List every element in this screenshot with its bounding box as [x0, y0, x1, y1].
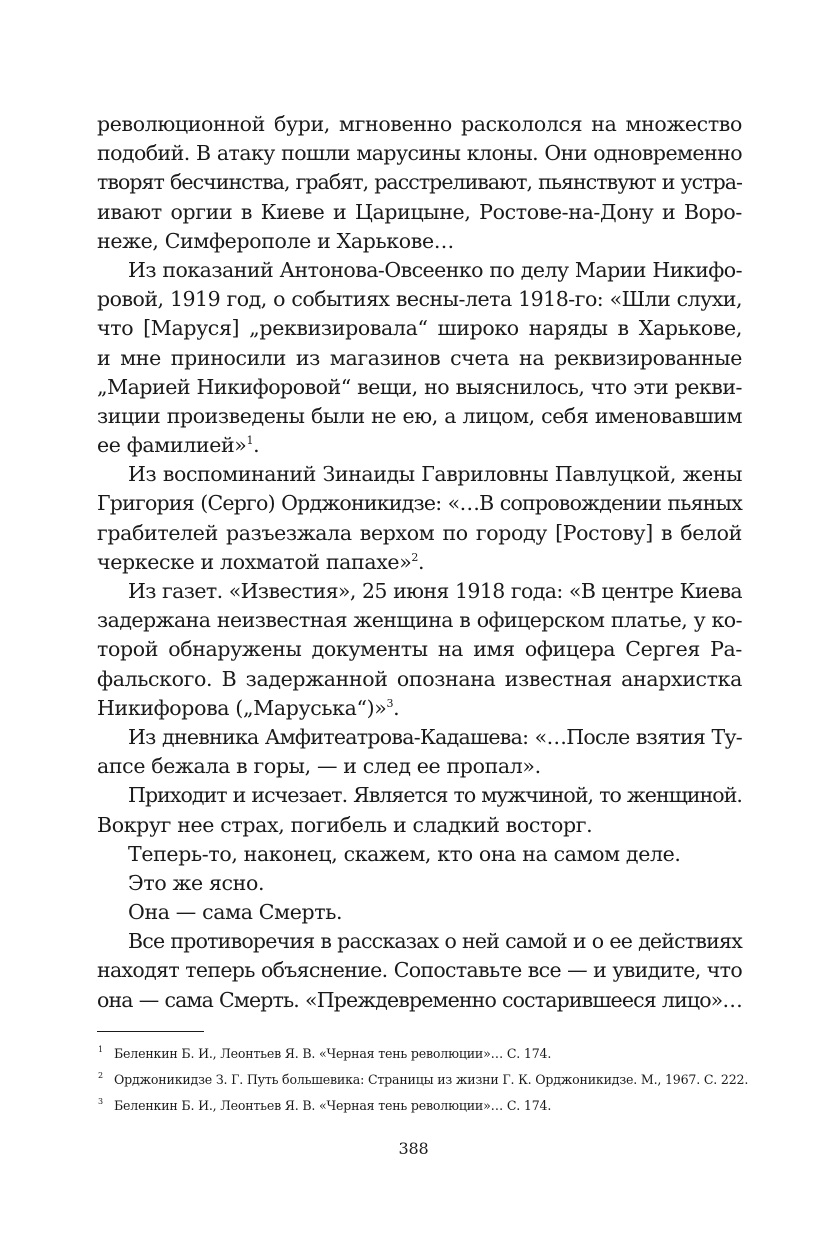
text-line-content: Григория (Серго) Орджоникидзе: «…В сопровождении пьяных — [97, 491, 742, 516]
text-line-content: подобий. В атаку пошли марусины клоны. Они одновременно — [97, 141, 742, 166]
text-line-content: Это же ясно. — [128, 870, 265, 895]
text-line-content: неже, Симферополе и Харькове… — [97, 228, 454, 253]
text-line-content: ее фамилией» — [97, 433, 247, 458]
footnote-text: Орджоникидзе З. Г. Путь большевика: Страницы из жизни Г. К. Орджоникидзе. М., 1967. С. 222. — [114, 1072, 749, 1087]
text-line — [97, 431, 742, 460]
text-line — [97, 110, 742, 139]
body-text — [97, 110, 742, 1015]
text-line — [97, 927, 742, 956]
text-line — [97, 811, 742, 840]
text-line-tail: . — [418, 549, 425, 574]
text-line-content: революционной бури, мгновенно раскололся на множество — [97, 112, 742, 136]
text-line — [97, 986, 742, 1015]
text-line-content: Теперь-то, наконец, скажем, кто она на самом деле. — [128, 841, 681, 866]
text-line — [97, 606, 742, 635]
text-line — [97, 840, 742, 869]
footnote-text: Беленкин Б. И., Леонтьев Я. В. «Черная тень революции»… С. 174. — [114, 1046, 552, 1061]
text-line — [97, 577, 742, 606]
text-line-content: торой обнаружены документы на имя офицера Сергея Ра- — [97, 637, 742, 662]
text-line-content: черкеске и лохматой папахе» — [97, 549, 412, 574]
text-line-content: находят теперь объяснение. Сопоставьте все — и увидите, что — [97, 958, 742, 983]
text-line — [97, 781, 742, 810]
text-line — [97, 198, 742, 227]
text-line — [97, 285, 742, 314]
footnote — [97, 1041, 777, 1067]
text-line-content: Из газет. «Известия», 25 июня 1918 года: «В центре Киева — [128, 579, 742, 603]
footnote — [97, 1067, 777, 1093]
text-line-content: апсе бежала в горы, — и след ее пропал». — [97, 754, 541, 779]
text-line-content: зиции произведены были не ею, а лицом, себя именовавшим — [97, 403, 742, 428]
text-line-content: Приходит и исчезает. Является то мужчиной, то женщиной. — [128, 783, 742, 808]
text-line-content: Все противоречия в рассказах о ней самой и о ее действиях — [128, 929, 742, 954]
text-line-content: ивают оргии в Киеве и Царицыне, Ростове-на-Дону и Воро- — [97, 199, 742, 224]
text-line — [97, 314, 742, 343]
text-line-content: фальского. В задержанной опознана известная анархистка — [97, 666, 742, 691]
footnote — [97, 1093, 777, 1119]
text-line-content: Вокруг нее страх, погибель и сладкий восторг. — [97, 812, 593, 837]
text-line — [97, 548, 742, 577]
text-line-content: что [Маруся] „реквизировала“ широко наряды в Харькове, — [97, 316, 742, 341]
text-line-content: ровой, 1919 год, о событиях весны-лета 1918-го: «Шли слухи, — [97, 287, 742, 312]
text-line-content: Из показаний Антонова-Овсеенко по делу Марии Никифо- — [128, 257, 742, 282]
text-line — [97, 373, 742, 402]
page-number: 388 — [398, 1139, 429, 1158]
footnote-reference: 3 — [386, 696, 394, 710]
text-line-tail: . — [393, 695, 400, 720]
text-line-content: задержана неизвестная женщина в офицерском платье, у ко- — [97, 608, 742, 633]
text-line — [97, 227, 742, 256]
text-line-content: Из дневника Амфитеатрова-Кадашева: «…После взятия Ту- — [128, 724, 742, 749]
text-line — [97, 694, 742, 723]
text-line — [97, 168, 742, 197]
text-line-content: Из воспоминаний Зинаиды Гавриловны Павлуцкой, жены — [128, 462, 742, 487]
text-line — [97, 139, 742, 168]
footnote-number: 2 — [98, 1071, 103, 1080]
text-line — [97, 489, 742, 518]
footnotes — [97, 1041, 777, 1119]
text-line — [97, 402, 742, 431]
text-line — [97, 665, 742, 694]
footnote-separator — [97, 1031, 204, 1032]
text-line-content: творят бесчинства, грабят, расстреливают, пьянствуют и устра- — [97, 170, 742, 195]
text-line — [97, 869, 742, 898]
text-line-content: Она — сама Смерть. — [128, 900, 343, 925]
text-line-content: „Марией Никифоровой“ вещи, но выяснилось, что эти рекви- — [97, 374, 742, 399]
text-line — [97, 256, 742, 285]
text-line — [97, 752, 742, 781]
text-line — [97, 344, 742, 373]
text-line — [97, 635, 742, 664]
text-line — [97, 956, 742, 985]
text-line-tail: . — [253, 433, 260, 458]
text-line-content: грабителей разъезжала верхом по городу [Ростову] в белой — [97, 520, 742, 545]
footnote-number: 3 — [98, 1097, 103, 1106]
text-line — [97, 519, 742, 548]
text-line-content: она — сама Смерть. «Преждевременно состарившееся лицо»… — [97, 987, 742, 1012]
text-line-content: и мне приносили из магазинов счета на реквизированные — [97, 345, 742, 370]
text-line — [97, 898, 742, 927]
text-line-content: Никифорова („Маруська“)» — [97, 695, 387, 720]
footnote-reference: 2 — [411, 550, 419, 564]
footnote-text: Беленкин Б. И., Леонтьев Я. В. «Черная тень революции»… С. 174. — [114, 1098, 552, 1113]
text-line — [97, 723, 742, 752]
footnote-reference: 1 — [246, 434, 254, 448]
text-line — [97, 460, 742, 489]
footnote-number: 1 — [98, 1045, 103, 1054]
